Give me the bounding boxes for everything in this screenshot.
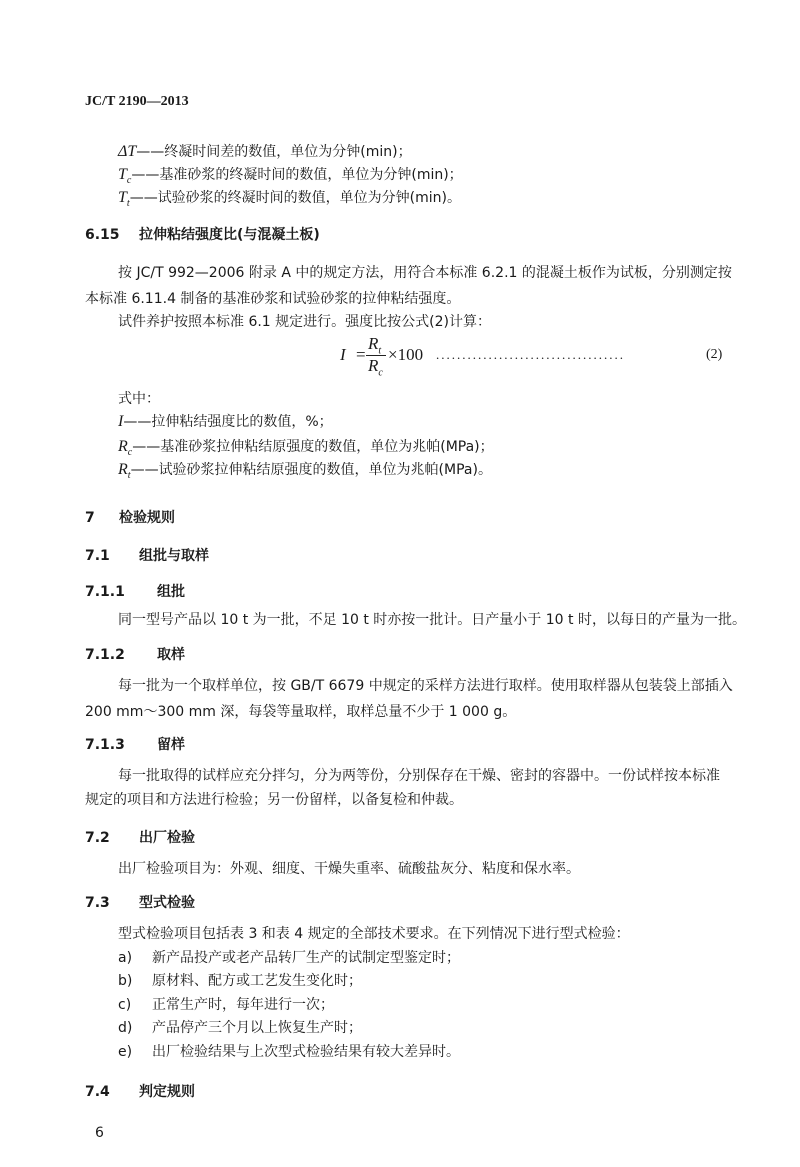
paragraph: 每一批取得的试样应充分拌匀，分为两等份，分别保存在干燥、密封的容器中。一份试样按本标准 bbox=[118, 768, 720, 784]
paragraph: 每一批为一个取样单位，按 GB/T 6679 中规定的采样方法进行取样。使用取样器从包装袋上部插入 bbox=[118, 678, 733, 694]
formula-2 bbox=[336, 334, 736, 379]
formula-number: (2) bbox=[706, 347, 723, 362]
definition-tt bbox=[118, 189, 461, 213]
paragraph: 试件养护按照本标准 6.1 规定进行。强度比按公式(2)计算： bbox=[118, 314, 491, 330]
definition-tc bbox=[118, 166, 463, 190]
symbol: ΔT bbox=[118, 143, 137, 160]
section-heading-6-15: 6.15 拉伸粘结强度比(与混凝土板) bbox=[85, 227, 320, 243]
symbol: $R_c$ bbox=[118, 438, 133, 459]
section-heading-7-1-3: 7.1.3 留样 bbox=[85, 737, 185, 753]
section-heading-7-1: 7.1 组批与取样 bbox=[85, 548, 209, 564]
leader-dots: .................................... bbox=[436, 347, 625, 362]
formula-multiplier: ×100 bbox=[388, 345, 424, 364]
formula-equals: = bbox=[356, 345, 366, 364]
paragraph: 规定的项目和方法进行检验；另一份留样，以备复检和仲裁。 bbox=[85, 792, 463, 808]
definition-text: ——基准砂浆拉伸粘结原强度的数值，单位为兆帕(MPa)； bbox=[132, 439, 494, 455]
symbol: I bbox=[118, 413, 124, 430]
section-heading-7-2: 7.2 出厂检验 bbox=[85, 830, 195, 846]
definition-i bbox=[118, 413, 333, 431]
section-heading-7: 7 检验规则 bbox=[85, 510, 175, 526]
paragraph: 同一型号产品以 10 t 为一批，不足 10 t 时亦按一批计。日产量小于 10 t 时，以每日的产量为一批。 bbox=[118, 612, 746, 628]
definition-rc bbox=[118, 438, 494, 462]
definition-text: ——基准砂浆的终凝时间的数值，单位为分钟(min)； bbox=[131, 167, 463, 183]
definition-rt bbox=[118, 461, 492, 485]
page-number: 6 bbox=[95, 1125, 104, 1141]
list-item: b) 原材料、配方或工艺发生变化时； bbox=[118, 973, 362, 989]
symbol: $R_t$ bbox=[118, 461, 131, 482]
where-label: 式中： bbox=[118, 391, 160, 407]
symbol: $T_t$ bbox=[118, 189, 130, 210]
section-heading-7-1-2: 7.1.2 取样 bbox=[85, 647, 185, 663]
paragraph: 出厂检验项目为：外观、细度、干燥失重率、硫酸盐灰分、粘度和保水率。 bbox=[118, 861, 580, 877]
paragraph: 本标准 6.11.4 制备的基准砂浆和试验砂浆的拉伸粘结强度。 bbox=[85, 291, 461, 307]
paragraph: 按 JC/T 992—2006 附录 A 中的规定方法，用符合本标准 6.2.1 的混凝土板作为试板，分别测定按 bbox=[118, 265, 732, 281]
definition-text: ——拉伸粘结强度比的数值，%； bbox=[123, 414, 333, 430]
list-item: c) 正常生产时，每年进行一次； bbox=[118, 997, 334, 1013]
section-heading-7-3: 7.3 型式检验 bbox=[85, 895, 195, 911]
definition-delta-t bbox=[118, 143, 412, 161]
list-item: a) 新产品投产或老产品转厂生产的试制定型鉴定时； bbox=[118, 950, 460, 966]
formula-numerator: $R_t$ bbox=[368, 334, 382, 357]
symbol: $T_c$ bbox=[118, 166, 132, 187]
section-heading-7-4: 7.4 判定规则 bbox=[85, 1084, 195, 1100]
list-item: d) 产品停产三个月以上恢复生产时； bbox=[118, 1020, 362, 1036]
definition-text: ——试验砂浆拉伸粘结原强度的数值，单位为兆帕(MPa)。 bbox=[130, 462, 492, 478]
paragraph: 200 mm～300 mm 深，每袋等量取样，取样总量不少于 1 000 g。 bbox=[85, 704, 517, 720]
definition-text: ——试验砂浆的终凝时间的数值，单位为分钟(min)。 bbox=[129, 190, 462, 206]
formula-lhs: I bbox=[340, 345, 346, 364]
list-item: e) 出厂检验结果与上次型式检验结果有较大差异时。 bbox=[118, 1044, 460, 1060]
document-code-header: JC/T 2190—2013 bbox=[85, 94, 189, 109]
section-heading-7-1-1: 7.1.1 组批 bbox=[85, 584, 185, 600]
definition-text: ——终凝时间差的数值，单位为分钟(min)； bbox=[136, 144, 412, 160]
paragraph: 型式检验项目包括表 3 和表 4 规定的全部技术要求。在下列情况下进行型式检验： bbox=[118, 926, 630, 942]
formula-denominator: $R_c$ bbox=[368, 356, 383, 379]
